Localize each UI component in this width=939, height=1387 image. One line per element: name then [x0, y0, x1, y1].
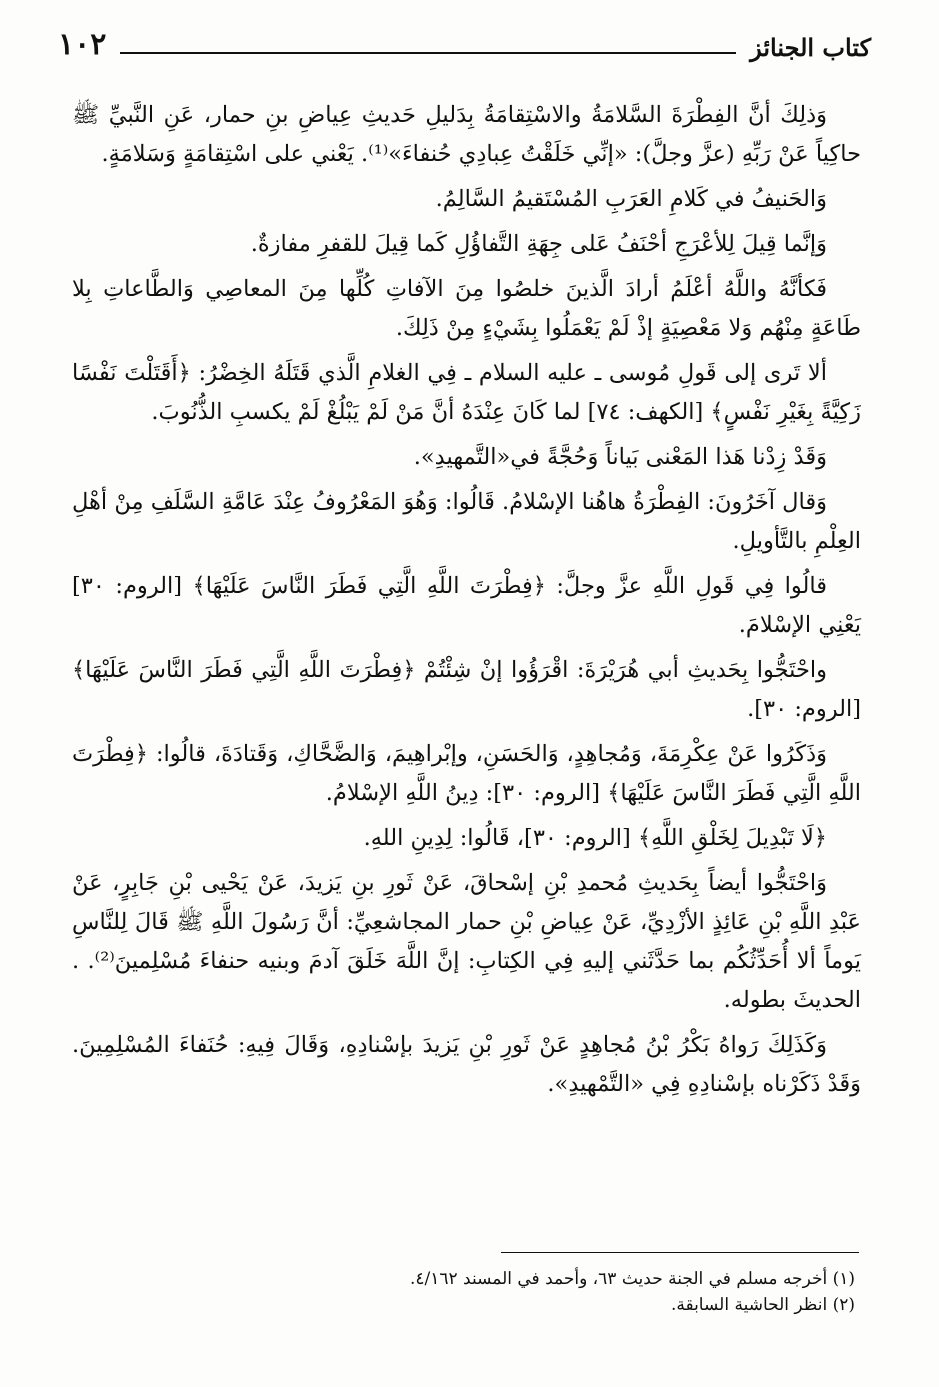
paragraph: فَكأنَّهُ واللَّهُ أعْلَمُ أرادَ الَّذينَ خلصُوا مِنَ الآفاتِ كُلِّها مِنَ المعاصِي وَالطَّاعاتِ بِلا طَاعَةٍ مِنْهُم وَلا مَعْصِيَةٍ إذْ لَمْ يَعْمَلُوا بِشَيْءٍ مِنْ ذَلِكَ.	[72, 276, 861, 341]
header-rule	[120, 52, 736, 54]
paragraph: ﴿لَا تَبْدِيلَ لِخَلْقِ اللَّهِ﴾ [الروم: ٣٠]، قَالُوا: لِدِينِ اللهِ.	[363, 825, 827, 851]
page-number: ١٠٢	[58, 27, 107, 62]
paragraph: وَذلِكَ أنَّ الفِطْرَةَ السَّلامَةُ والاسْتِقامَةُ بِدَليلِ حَديثِ عِياضِ بنِ حمار، عَنِ النَّبيِّ ﷺ حاكِياً عَنْ رَبِّهِ (عزَّ وجلَّ): «إنِّي خَلَقْتُ عِبادِي حُنفاءَ»⁽¹⁾. يَعْني على اسْتِقامَةٍ وَسَلامَةٍ.	[72, 102, 861, 167]
paragraph: واحْتَجُّوا بِحَديثِ أبي هُرَيْرَةَ: اقْرَؤُوا إنْ شِئْتُمْ ﴿فِطْرَتَ اللَّهِ الَّتِي فَطَرَ النَّاسَ عَلَيْهَا﴾ [الروم: ٣٠].	[72, 657, 861, 722]
footnotes	[200, 1266, 855, 1318]
paragraph: وَإنَّما قِيلَ لِلأعْرَجِ أحْنَفُ عَلى جِهَةِ التَّفاؤُلِ كَما قِيلَ للقفرِ مفازةٌ.	[250, 231, 827, 257]
paragraph: وَقَدْ زِدْنا هَذا المَعْنى بَياناً وَحُجَّةً في«التَّمهيدِ».	[413, 444, 827, 470]
paragraph: وَذَكَرُوا عَنْ عِكْرِمَةَ، وَمُجاهِدٍ، وَالحَسَنِ، وإبْراهِيمَ، وَالضَّحَّاكِ، وَقَتادَةَ، قالُوا: ﴿فِطْرَتَ اللَّهِ الَّتِي فَطَرَ النَّاسَ عَلَيْهَا﴾ [الروم: ٣٠]: دِينُ اللَّهِ الإسْلامُ.	[72, 741, 861, 806]
footnote-rule	[501, 1252, 859, 1253]
paragraph: وَقال آخَرُونَ: الفِطْرَةُ هاهُنا الإسْلامُ. قَالُوا: وَهُوَ المَعْرُوفُ عِنْدَ عَامَّةِ السَّلَفِ مِنْ أهْلِ العِلْمِ بالتَّأويلِ.	[72, 489, 861, 554]
paragraph: وَكَذَلِكَ رَواهُ بَكْرُ بْنُ مُجاهِدٍ عَنْ ثَورِ بْنِ يَزيدَ بإسْنادِهِ، وَقَالَ فِيهِ: حُنَفاءَ المُسْلِمِينَ. وَقَدْ ذَكَرْناه بإسْنادِهِ فِي «التَّمْهيدِ».	[72, 1032, 861, 1097]
footnote: (٢) انظر الحاشية السابقة.	[670, 1295, 855, 1315]
paragraph: قالُوا فِي قَولِ اللَّهِ عزَّ وجلَّ: ﴿فِطْرَتَ اللَّهِ الَّتِي فَطَرَ النَّاسَ عَلَيْهَا﴾ [الروم: ٣٠] يَعْنِي الإسْلامَ.	[72, 573, 861, 638]
running-title: كتاب الجنائز	[750, 33, 871, 62]
paragraph: وَالحَنيفُ في كَلامِ العَرَبِ المُسْتَقيمُ السَّالِمُ.	[435, 186, 827, 212]
footnote: (١) أخرجه مسلم في الجنة حديث ٦٣، وأحمد في المسند ٤/١٦٢.	[409, 1269, 855, 1289]
page-header	[58, 26, 871, 60]
paragraph: ألا تَرى إلى قَولِ مُوسى ـ عليه السلام ـ فِي الغلامِ الَّذي قَتَلَهُ الخِضْرُ: ﴿أَقَتَلْتَ نَفْسًا زَكِيَّةً بِغَيْرِ نَفْسٍ﴾ [الكهف: ٧٤] لما كَانَ عِنْدَهُ أنَّ مَنْ لَمْ يَبْلُغْ لَمْ يكسبِ الذُّنُوبَ.	[72, 360, 861, 425]
body-text	[72, 96, 861, 1110]
paragraph: وَاحْتَجُّوا أيضاً بِحَديثِ مُحمدِ بْنِ إسْحاقَ، عَنْ ثَورِ بنِ يَزيدَ، عَنْ يَحْيى بْنِ جَابِرٍ، عَنْ عَبْدِ اللَّهِ بْنِ عَائِذٍ الأزْدِيِّ، عَنْ عِياضِ بْنِ حمار المجاشعِيِّ: أنَّ رَسُولَ اللَّهِ ﷺ قَالَ لِلنَّاسِ يَوماً ألا أُحَدِّثُكُم بما حَدَّثَني إليهِ فِي الكِتابِ: إنَّ اللَّهَ خَلَقَ آدمَ وبنيه حنفاءَ مُسْلِمينَ⁽²⁾. . الحديثَ بطوله.	[72, 870, 861, 1013]
